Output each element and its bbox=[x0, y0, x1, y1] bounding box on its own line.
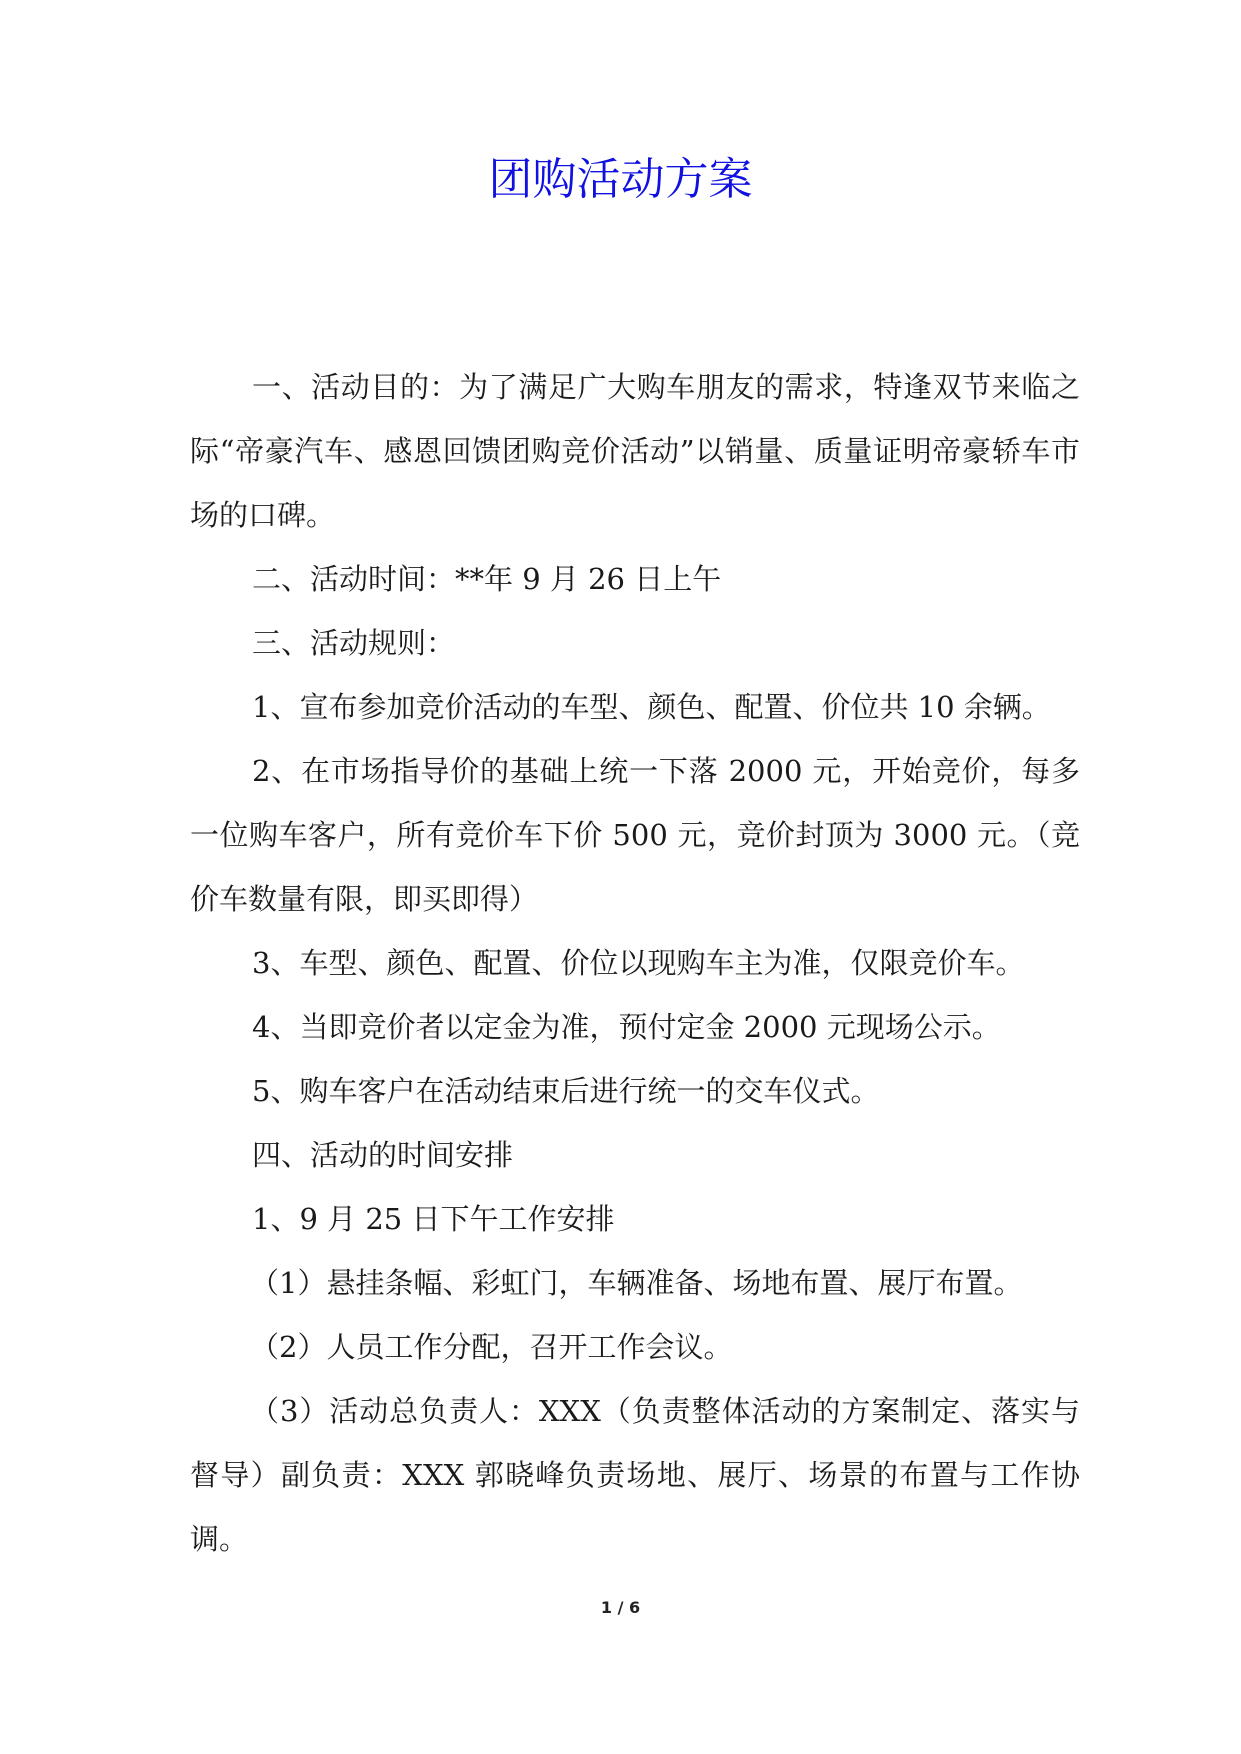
paragraph-purpose: 一、活动目的：为了满足广大购车朋友的需求，特逢双节来临之际“帝豪汽车、感恩回馈团购竞价活动”以销量、质量证明帝豪轿车市场的口碑。 bbox=[190, 370, 1080, 532]
paragraph-rule-1: 1、宣布参加竞价活动的车型、颜色、配置、价位共 10 余辆。 bbox=[252, 690, 1051, 724]
paragraph-schedule-item-3: （3）活动总负责人：XXX（负责整体活动的方案制定、落实与督导）副负责：XXX 郭晓峰负责场地、展厅、场景的布置与工作协调。 bbox=[190, 1394, 1080, 1556]
page-number: 1 / 6 bbox=[600, 1598, 641, 1617]
paragraph-rule-3: 3、车型、颜色、配置、价位以现购车主为准，仅限竞价车。 bbox=[252, 946, 1025, 980]
paragraph-rule-5: 5、购车客户在活动结束后进行统一的交车仪式。 bbox=[252, 1074, 880, 1108]
document-title: 团购活动方案 bbox=[488, 154, 753, 205]
paragraph-rule-2: 2、在市场指导价的基础上统一下落 2000 元，开始竞价，每多一位购车客户，所有竞价车下价 500 元，竞价封顶为 3000 元。（竞价车数量有限，即买即得） bbox=[190, 754, 1080, 916]
paragraph-schedule-heading: 四、活动的时间安排 bbox=[252, 1138, 514, 1172]
paragraph-schedule-item-2: （2）人员工作分配，召开工作会议。 bbox=[250, 1330, 733, 1364]
document-body bbox=[190, 355, 1080, 1571]
paragraph-schedule-1: 1、9 月 25 日下午工作安排 bbox=[252, 1202, 615, 1236]
paragraph-rules-heading: 三、活动规则： bbox=[252, 626, 456, 660]
paragraph-time: 二、活动时间：**年 9 月 26 日上午 bbox=[252, 562, 722, 596]
paragraph-rule-4: 4、当即竞价者以定金为准，预付定金 2000 元现场公示。 bbox=[252, 1010, 1001, 1044]
paragraph-schedule-item-1: （1）悬挂条幅、彩虹门，车辆准备、场地布置、展厅布置。 bbox=[250, 1266, 1023, 1300]
